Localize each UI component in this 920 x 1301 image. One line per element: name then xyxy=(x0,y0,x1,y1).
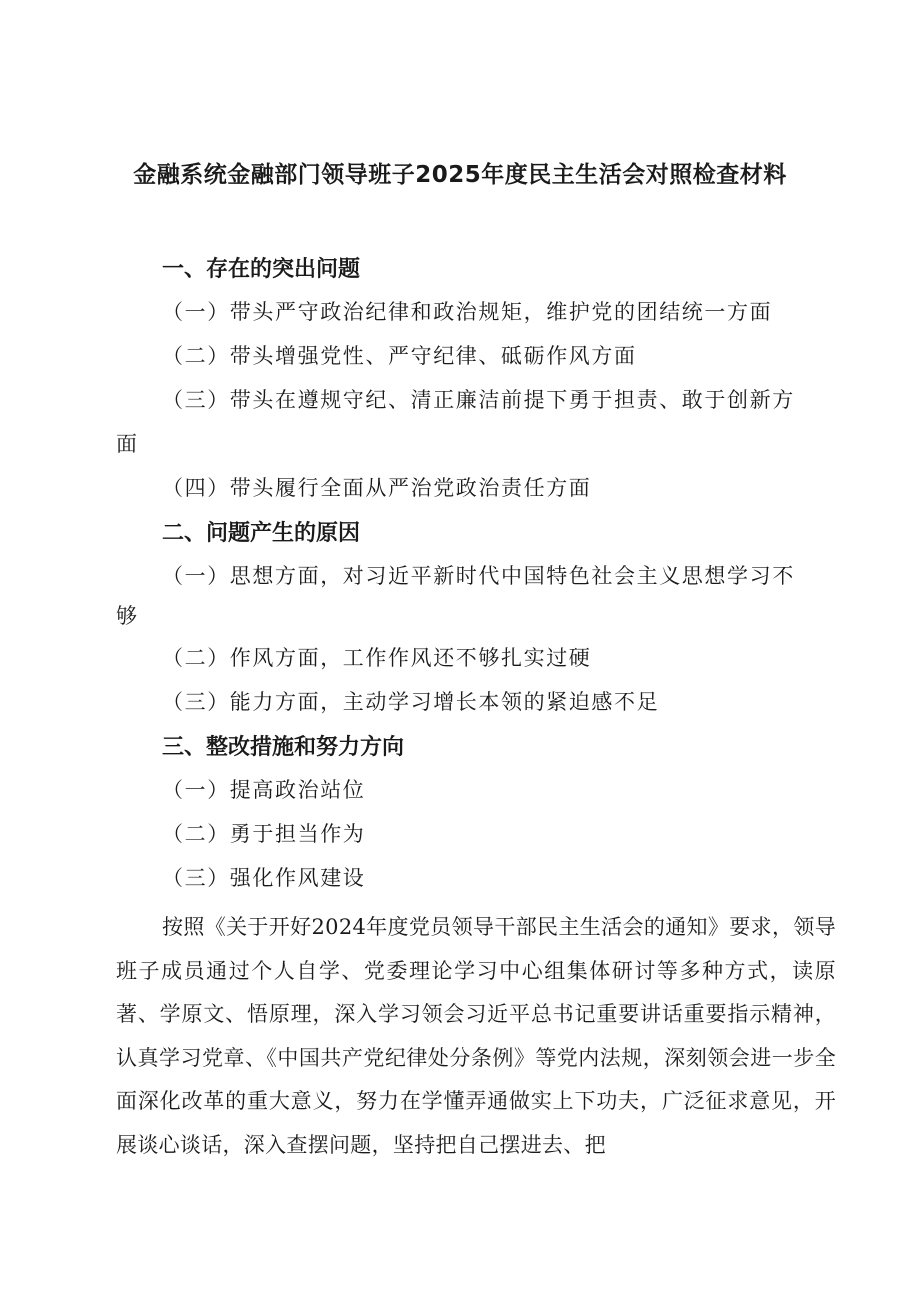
section-2-item-1-continuation: 够 xyxy=(116,604,137,628)
section-2-item-3: （三）能力方面，主动学习增长本领的紧迫感不足 xyxy=(162,690,660,714)
section-heading-3: 三、整改措施和努力方向 xyxy=(162,735,405,760)
section-1-item-3-continuation: 面 xyxy=(116,432,137,456)
section-1-item-3: （三）带头在遵规守纪、清正廉洁前提下勇于担责、敢于创新方 xyxy=(162,388,795,412)
section-3-item-2: （二）勇于担当作为 xyxy=(162,822,366,846)
section-2-item-2: （二）作风方面，工作作风还不够扎实过硬 xyxy=(162,646,592,670)
section-1-item-4: （四）带头履行全面从严治党政治责任方面 xyxy=(162,476,592,500)
body-paragraph: 按照《关于开好2024年度党员领导干部民主生活会的通知》要求，领导班子成员通过个人自学、党委理论学习中心组集体研讨等多种方式，读原著、学原文、悟原理，深入学习领会习近平总书记重要讲话重要指示精神，认真学习党章、《中国共产党纪律处分条例》等党内法规，深刻领会进一步全面深化改革的重大意义，努力在学懂弄通做实上下功夫，广泛征求意见，开展谈心谈话，深入查摆问题，坚持把自己摆进去、把 xyxy=(116,915,836,1157)
document-title: 金融系统金融部门领导班子2025年度民主生活会对照检查材料 xyxy=(133,162,787,188)
section-heading-2: 二、问题产生的原因 xyxy=(162,521,361,546)
section-heading-1: 一、存在的突出问题 xyxy=(162,257,361,282)
section-2-item-1: （一）思想方面，对习近平新时代中国特色社会主义思想学习不 xyxy=(162,564,795,588)
section-1-item-1: （一）带头严守政治纪律和政治规矩，维护党的团结统一方面 xyxy=(162,300,773,324)
section-3-item-1: （一）提高政治站位 xyxy=(162,778,366,802)
section-1-item-2: （二）带头增强党性、严守纪律、砥砺作风方面 xyxy=(162,344,637,368)
section-3-item-3: （三）强化作风建设 xyxy=(162,866,366,890)
